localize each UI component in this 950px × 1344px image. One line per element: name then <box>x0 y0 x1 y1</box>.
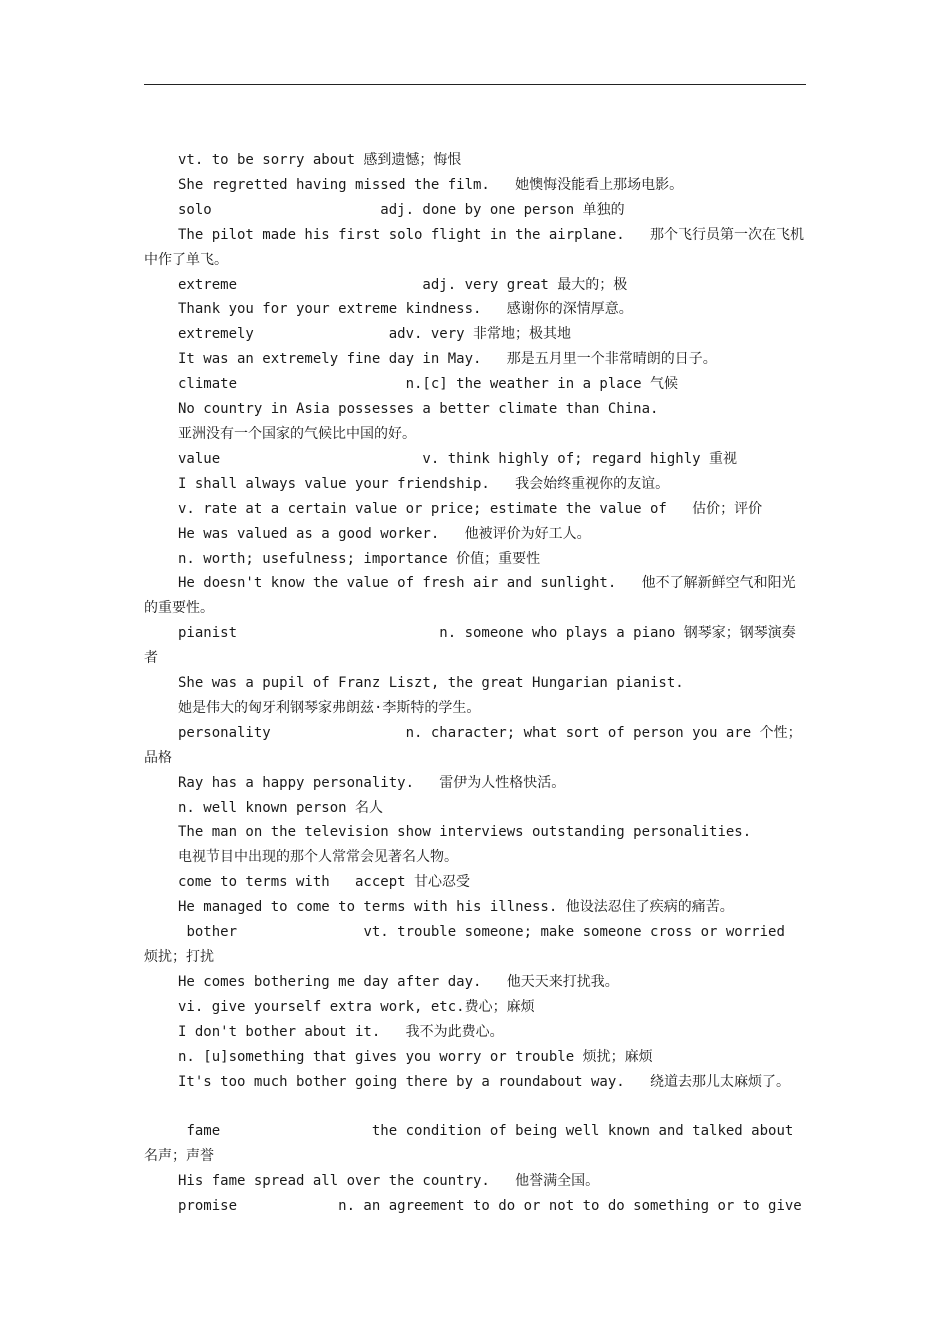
text-line: The pilot made his first solo flight in the airplane. 那个飞行员第一次在飞机中作了单飞。 <box>144 226 805 268</box>
text-line: It's too much bother going there by a roundabout way. 绕道去那儿太麻烦了。 <box>178 1073 791 1090</box>
text-line: personality n. character; what sort of person you are 个性；品格 <box>144 724 802 766</box>
text-line: His fame spread all over the country. 他誉满全国。 <box>178 1173 600 1190</box>
text-line: He comes bothering me day after day. 他天天来打扰我。 <box>178 973 619 990</box>
text-line: n. [u]something that gives you worry or trouble 烦扰；麻烦 <box>178 1048 653 1065</box>
text-line: Ray has a happy personality. 雷伊为人性格快活。 <box>178 774 566 791</box>
text-line: extremely adv. very 非常地；极其地 <box>178 326 572 343</box>
text-line: value v. think highly of; regard highly 重视 <box>178 450 738 467</box>
text-line: The man on the television show interviews outstanding personalities. <box>178 824 752 841</box>
text-line: bother vt. trouble someone; make someone cross or worried 烦扰；打扰 <box>144 924 794 965</box>
blank-line <box>144 1094 806 1119</box>
text-line: v. rate at a certain value or price; estimate the value of 估价；评价 <box>178 500 763 517</box>
text-line: She regretted having missed the film. 她懊悔没能看上那场电影。 <box>178 176 684 193</box>
text-line: n. worth; usefulness; importance 价值；重要性 <box>178 550 541 567</box>
text-line: promise n. an agreement to do or not to do something or to give <box>178 1198 802 1215</box>
text-line: I don't bother about it. 我不为此费心。 <box>178 1023 504 1040</box>
text-line: She was a pupil of Franz Liszt, the great Hungarian pianist. <box>178 675 684 692</box>
text-line: extreme adj. very great 最大的；极 <box>178 276 628 293</box>
text-line: Thank you for your extreme kindness. 感谢你的深情厚意。 <box>178 301 633 318</box>
text-line: It was an extremely fine day in May. 那是五月里一个非常晴朗的日子。 <box>178 351 717 368</box>
text-line: I shall always value your friendship. 我会始终重视你的友谊。 <box>178 475 670 492</box>
document-body <box>144 148 806 1219</box>
text-line: come to terms with accept 甘心忍受 <box>178 874 471 891</box>
text-line: 她是伟大的匈牙利钢琴家弗朗兹·李斯特的学生。 <box>178 699 481 716</box>
text-line: No country in Asia possesses a better climate than China. <box>178 401 659 418</box>
text-line: He doesn't know the value of fresh air and sunlight. 他不了解新鲜空气和阳光的重要性。 <box>144 575 796 617</box>
text-line: He was valued as a good worker. 他被评价为好工人。 <box>178 525 591 542</box>
header-rule <box>144 84 806 85</box>
text-line: fame the condition of being well known and talked about 名声；声誉 <box>144 1123 802 1165</box>
text-line: climate n.[c] the weather in a place 气候 <box>178 376 679 393</box>
text-line: vt. to be sorry about 感到遗憾；悔恨 <box>178 152 462 168</box>
text-line: He managed to come to terms with his illness. 他设法忍住了疾病的痛苦。 <box>178 899 734 916</box>
text-line: vi. give yourself extra work, etc.费心；麻烦 <box>178 998 535 1015</box>
text-line: solo adj. done by one person 单独的 <box>178 201 625 218</box>
text-line: pianist n. someone who plays a piano 钢琴家；钢琴演奏者 <box>144 625 796 667</box>
text-line: n. well known person 名人 <box>178 799 384 816</box>
text-line: 亚洲没有一个国家的气候比中国的好。 <box>178 425 416 442</box>
text-line: 电视节目中出现的那个人常常会见著名人物。 <box>178 849 458 866</box>
